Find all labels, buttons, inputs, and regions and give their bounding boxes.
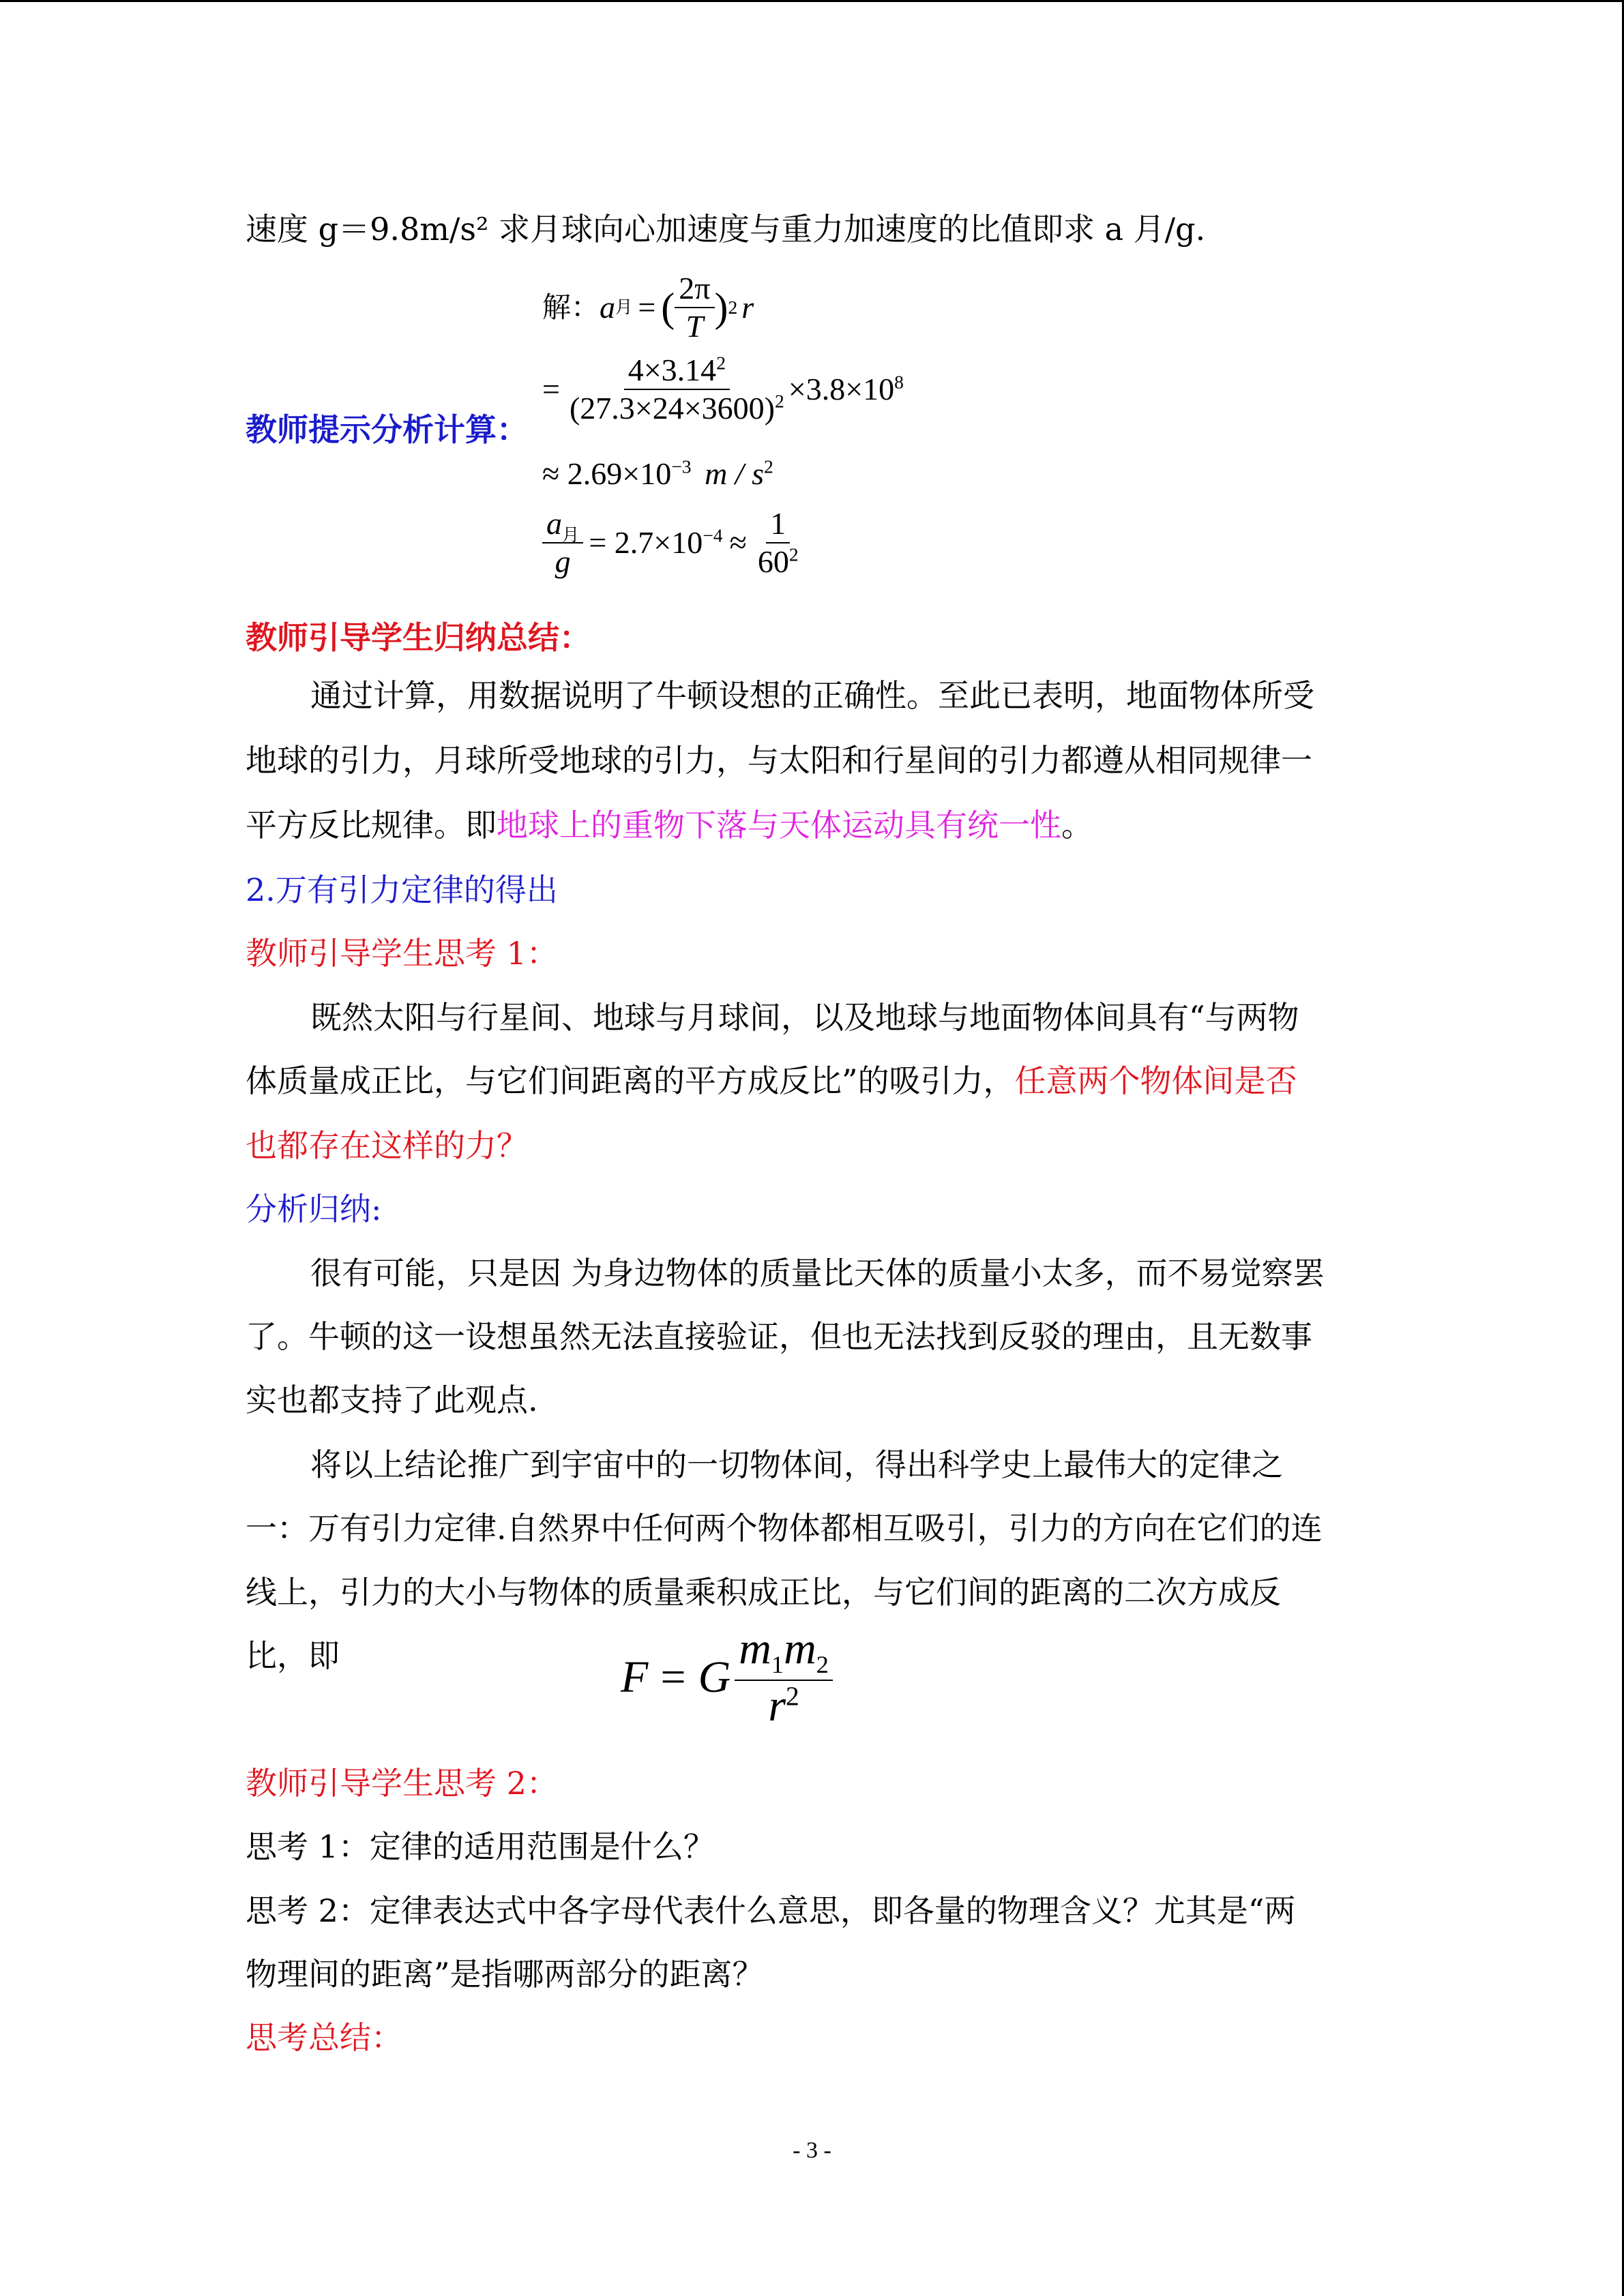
intro-line: 速度 g＝9.8m/s² 求月球向心加速度与重力加速度的比值即求 a 月/g.: [246, 211, 1206, 248]
solution-eq-3: ≈ $2.69\times 10^{-3}$ m / $s^2$: [542, 456, 773, 491]
solution-eq-4: $\frac{a_月}{g}$ = $2.7\times 10^{-4}$ ≈ $\frac{1}{60^2}$: [542, 508, 803, 578]
law-line4: 比，即: [246, 1637, 340, 1674]
analysis-line1: 很有可能，只是因 为身边物体的质量比天体的质量小太多，而不易觉察罢: [310, 1255, 1325, 1292]
think1-question: 任意两个物体间是否: [1014, 1062, 1297, 1099]
calc-fraction: $\frac{4\times 3.14^2}{(27.3\times 24\times 3600)^2}$: [569, 352, 784, 426]
analysis-label: 分析归纳:: [246, 1191, 382, 1227]
law-line2: 一：万有引力定律.自然界中任何两个物体都相互吸引，引力的方向在它们的连: [246, 1510, 1323, 1547]
solution-label: 解：: [542, 290, 600, 324]
think2-q2-line2: 物理间的距离”是指哪两部分的距离？: [246, 1956, 764, 1993]
highlight-unity: 地球上的重物下落与天体运动具有统一性: [497, 807, 1061, 844]
analysis-line3: 实也都支持了此观点.: [246, 1382, 538, 1418]
think1-label: 教师引导学生思考 1：: [246, 935, 558, 972]
think1-line3: 也都存在这样的力？: [246, 1127, 528, 1164]
solution-eq-2: = $\frac{4\times 3.14^2}{(27.3\times 24\times 3600)^2}$ $\times 3.8\times 10^8$: [542, 352, 904, 426]
a-over-g: $\frac{a_月}{g}$: [542, 508, 583, 578]
summary1-label: 教师引导学生归纳总结：: [246, 619, 591, 656]
page-border-top: [0, 0, 1624, 2]
teacher-hint-label: 教师提示分析计算：: [246, 411, 528, 448]
summary1-line3: 平方反比规律。即地球上的重物下落与天体运动具有统一性。: [246, 807, 1093, 844]
a-moon: a: [600, 290, 616, 325]
analysis-line2: 了。牛顿的这一设想虽然无法直接验证，但也无法找到反驳的理由，且无数事: [246, 1318, 1312, 1355]
page-number: - 3 -: [793, 2138, 831, 2163]
section2-title: 2.万有引力定律的得出: [246, 871, 558, 908]
think2-label: 教师引导学生思考 2：: [246, 1765, 558, 1802]
law-line1: 将以上结论推广到宇宙中的一切物体间，得出科学史上最伟大的定律之: [310, 1446, 1283, 1483]
two-pi-over-T: $\frac{2\pi}{T}$: [675, 273, 714, 342]
one-over-sixty-squared: $\frac{1}{60^2}$: [757, 506, 799, 579]
summary1-line2: 地球的引力，月球所受地球的引力，与太阳和行星间的引力都遵从相同规律一: [246, 742, 1312, 779]
think1-line2: 体质量成正比，与它们间距离的平方成反比”的吸引力，任意两个物体间是否: [246, 1062, 1297, 1099]
solution-eq-1: 解： a 月 = ( $\frac{2\pi}{T}$ ) 2 r: [542, 271, 754, 344]
law-line3: 线上，引力的大小与物体的质量乘积成正比，与它们间的距离的二次方成反: [246, 1574, 1281, 1611]
formula-fraction: $\frac{m_1m_2}{r^2}$: [735, 1626, 833, 1729]
summary1-line1: 通过计算，用数据说明了牛顿设想的正确性。至此已表明，地面物体所受: [310, 677, 1314, 714]
think2-q2-line1: 思考 2：定律表达式中各字母代表什么意思，即各量的物理含义？尤其是“两: [246, 1892, 1296, 1929]
think2-q1: 思考 1：定律的适用范围是什么？: [246, 1828, 715, 1865]
think-summary-label: 思考总结：: [246, 2019, 402, 2056]
gravitation-formula: F = G $\frac{m_1m_2}{r^2}$: [621, 1626, 833, 1729]
think1-line1: 既然太阳与行星间、地球与月球间，以及地球与地面物体间具有“与两物: [310, 999, 1299, 1036]
